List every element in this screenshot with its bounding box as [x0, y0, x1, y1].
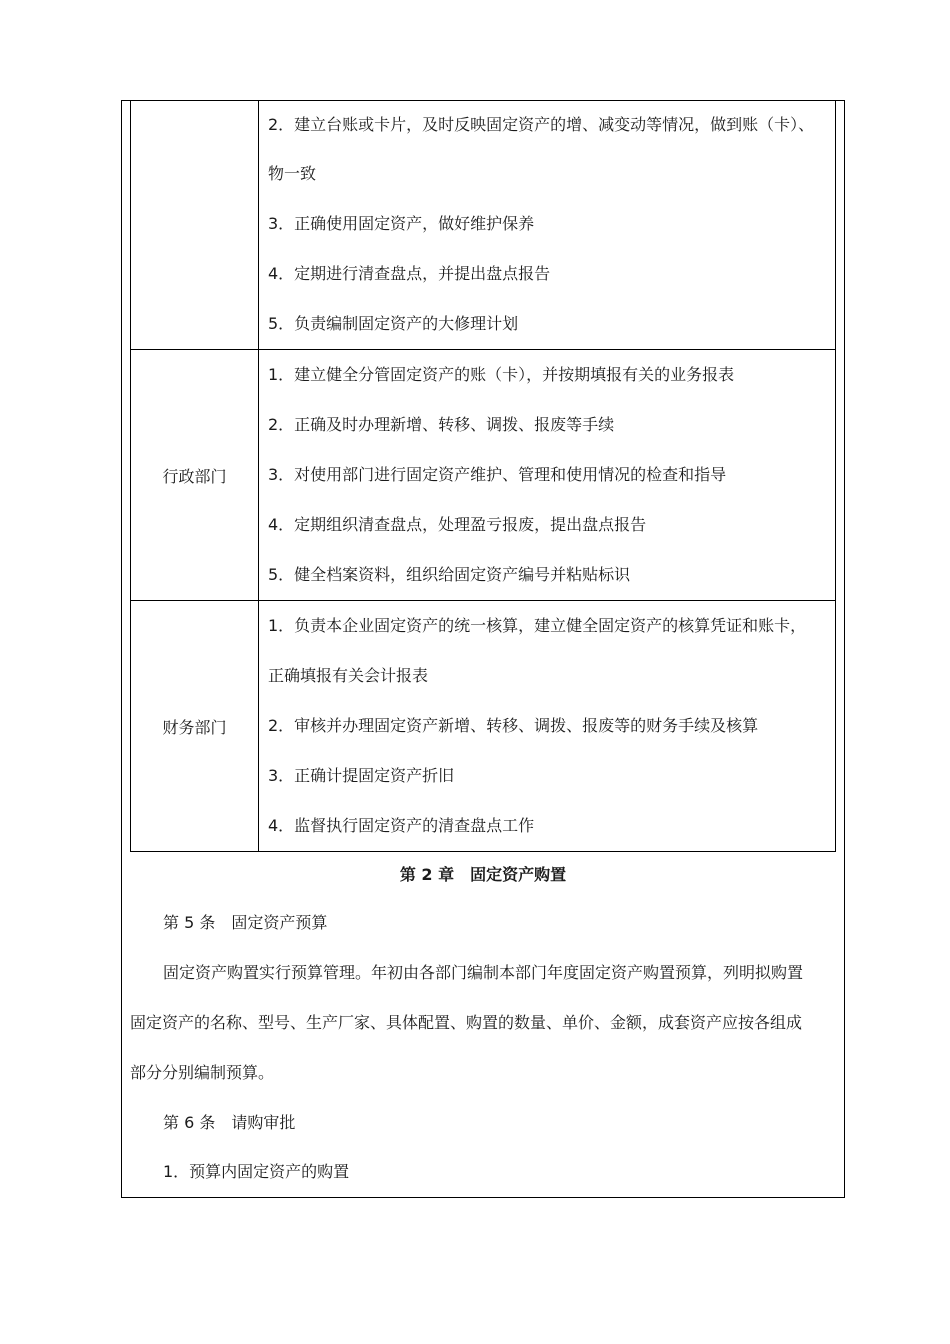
duty-line: 3．正确计提固定资产折旧: [268, 766, 455, 785]
duty-line: 2．建立台账或卡片，及时反映固定资产的增、减变动等情况，做到账（卡）、: [268, 115, 815, 134]
table-row: [131, 350, 836, 601]
table-row: [131, 100, 836, 350]
duty-line: 1．建立健全分管固定资产的账（卡），并按期填报有关的业务报表: [268, 365, 735, 384]
paragraph-line: 部分分别编制预算。: [130, 1063, 275, 1082]
duty-line: 2．正确及时办理新增、转移、调拨、报废等手续: [268, 415, 615, 434]
chapter-heading: [130, 850, 836, 900]
duty-line: 3．正确使用固定资产，做好维护保养: [268, 214, 535, 233]
paragraph-line: 固定资产购置实行预算管理。年初由各部门编制本部门年度固定资产购置预算，列明拟购置: [163, 963, 804, 982]
article-5-heading: [130, 898, 875, 948]
duty-line: 正确填报有关会计报表: [268, 666, 429, 685]
duties-cell: [259, 601, 836, 852]
duty-line: 物一致: [268, 164, 317, 183]
department-cell: 行政部门: [131, 350, 259, 601]
duty-line: 1．负责本企业固定资产的统一核算，建立健全固定资产的核算凭证和账卡，: [268, 616, 807, 635]
duty-line: 5．负责编制固定资产的大修理计划: [268, 314, 519, 333]
department-cell: [131, 100, 259, 350]
article-number: 第 6 条: [163, 1113, 216, 1132]
duty-line: 3．对使用部门进行固定资产维护、管理和使用情况的检查和指导: [268, 465, 727, 484]
article-number: 第 5 条: [163, 913, 216, 932]
department-cell: 财务部门: [131, 601, 259, 852]
chapter-number: 第 2 章: [399, 865, 455, 884]
list-item: 1．预算内固定资产的购置: [163, 1162, 350, 1181]
article-6-heading: [130, 1098, 875, 1148]
table-row: [131, 601, 836, 852]
paragraph-line: 固定资产的名称、型号、生产厂家、具体配置、购置的数量、单价、金额，成套资产应按各组成: [130, 1013, 803, 1032]
article-title: 固定资产预算: [231, 913, 328, 932]
duty-line: 4．定期组织清查盘点，处理盈亏报废，提出盘点报告: [268, 515, 647, 534]
responsibility-table: [130, 100, 836, 852]
duties-cell: [259, 100, 836, 350]
duty-line: 2．审核并办理固定资产新增、转移、调拨、报废等的财务手续及核算: [268, 716, 759, 735]
duties-cell: [259, 350, 836, 601]
duty-line: 5．健全档案资料，组织给固定资产编号并粘贴标识: [268, 565, 631, 584]
duty-line: 4．定期进行清查盘点，并提出盘点报告: [268, 264, 551, 283]
chapter-title: 固定资产购置: [470, 865, 567, 884]
duty-line: 4．监督执行固定资产的清查盘点工作: [268, 816, 535, 835]
article-title: 请购审批: [231, 1113, 296, 1132]
